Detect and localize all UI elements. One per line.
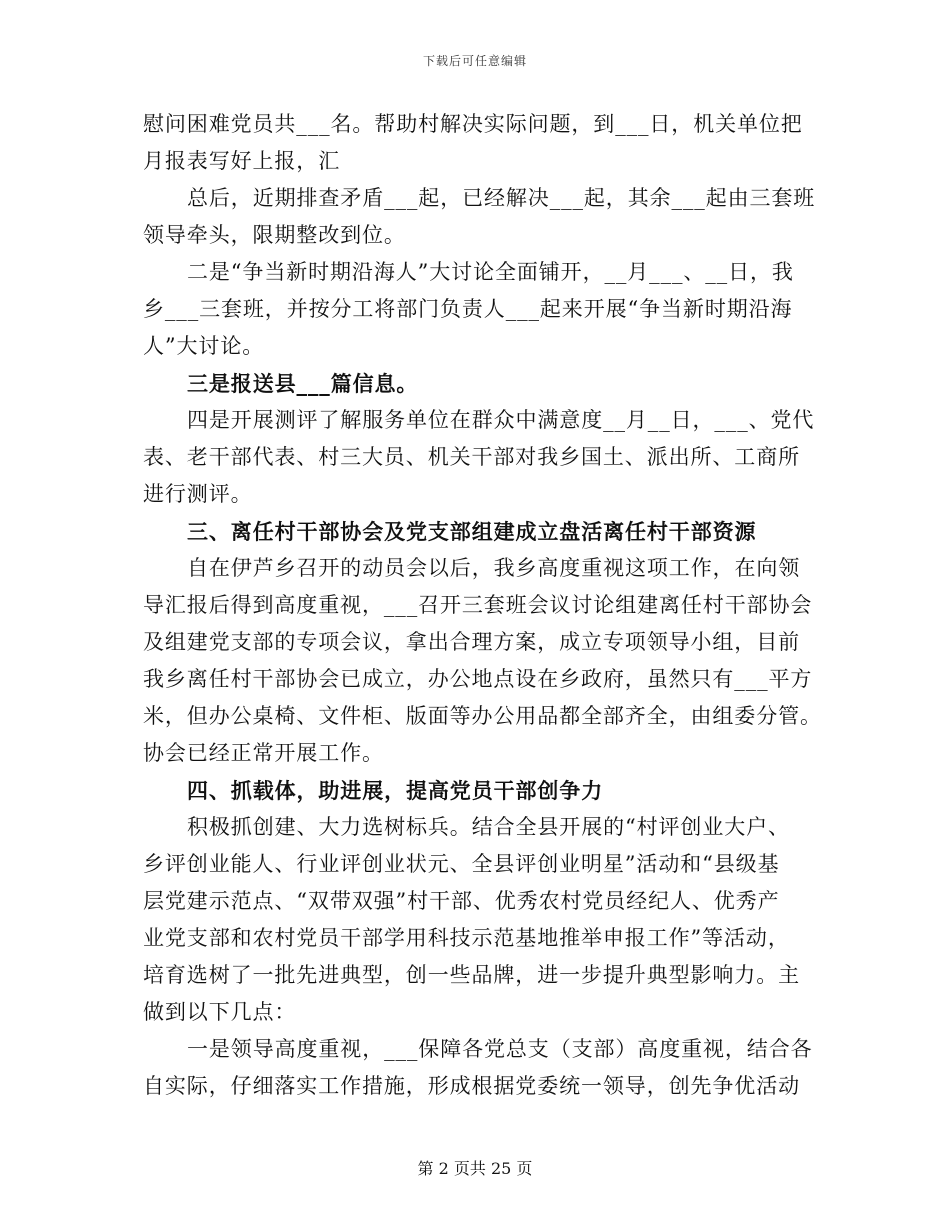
page-footer: 第 2 页共 25 页 [417,1159,533,1178]
paragraph-line: 乡评创业能人、行业评创业状元、全县评创业明星”活动和“县级基 [143,852,780,876]
paragraph-line: 积极抓创建、大力选树标兵。结合全县开展的“村评创业大户、 [187,815,790,839]
paragraph-line: 月报表写好上报，汇 [143,149,341,173]
paragraph-line: 人”大讨论。 [143,334,265,358]
paragraph-line: 导汇报后得到高度重视，___召开三套班会议讨论组建离任村干部协会 [143,593,813,617]
paragraph-line: 做到以下几点： [143,1000,297,1024]
paragraph-line: 二是“争当新时期沿海人”大讨论全面铺开，__月___、__日，我 [187,260,794,284]
paragraph-line: 米，但办公桌椅、文件柜、版面等办公用品都全部齐全，由组委分管。 [143,704,822,728]
paragraph-line: 培育选树了一批先进典型，创一些品牌，进一步提升典型影响力。主 [143,963,800,987]
section-heading-line: 三、离任村干部协会及党支部组建成立盘活离任村干部资源 [187,519,757,544]
section-heading-line: 三是报送县___篇信息。 [187,371,419,396]
document-body [143,106,822,1105]
paragraph-line: 四是开展测评了解服务单位在群众中满意度__月__日，___、党代 [187,408,815,432]
paragraph-line: 及组建党支部的专项会议，拿出合理方案，成立专项领导小组，目前 [143,630,800,654]
paragraph-line: 协会已经正常开展工作。 [143,741,384,765]
paragraph-line: 我乡离任村干部协会已成立，办公地点设在乡政府，虽然只有___平方 [143,667,813,691]
page-header: 下载后可任意编辑 [422,54,527,68]
paragraph-line: 层党建示范点、“双带双强”村干部、优秀农村党员经纪人、优秀产 [143,889,780,913]
paragraph-line: 自在伊芦乡召开的动员会以后，我乡高度重视这项工作，在向领 [187,556,801,580]
paragraph-line: 领导牵头，限期整改到位。 [143,223,406,247]
paragraph-line: 业党支部和农村党员干部学用科技示范基地推举申报工作”等活动， [143,926,790,950]
paragraph-line: 自实际，仔细落实工作措施，形成根据党委统一领导，创先争优活动 [143,1074,800,1098]
section-heading-line: 四、抓载体，助进展，提高党员干部创争力 [187,778,604,803]
paragraph-line: 乡___三套班，并按分工将部门负责人___起来开展“争当新时期沿海 [143,297,793,321]
paragraph-line: 一是领导高度重视，___保障各党总支（支部）高度重视，结合各 [187,1037,813,1061]
paragraph-line: 总后，近期排查矛盾___起，已经解决___起，其余___起由三套班 [187,186,816,210]
paragraph-line: 表、老干部代表、村三大员、机关干部对我乡国土、派出所、工商所 [143,445,800,469]
paragraph-line: 慰问困难党员共___名。帮助村解决实际问题，到___日，机关单位把 [143,112,803,136]
paragraph-line: 进行测评。 [143,482,253,506]
